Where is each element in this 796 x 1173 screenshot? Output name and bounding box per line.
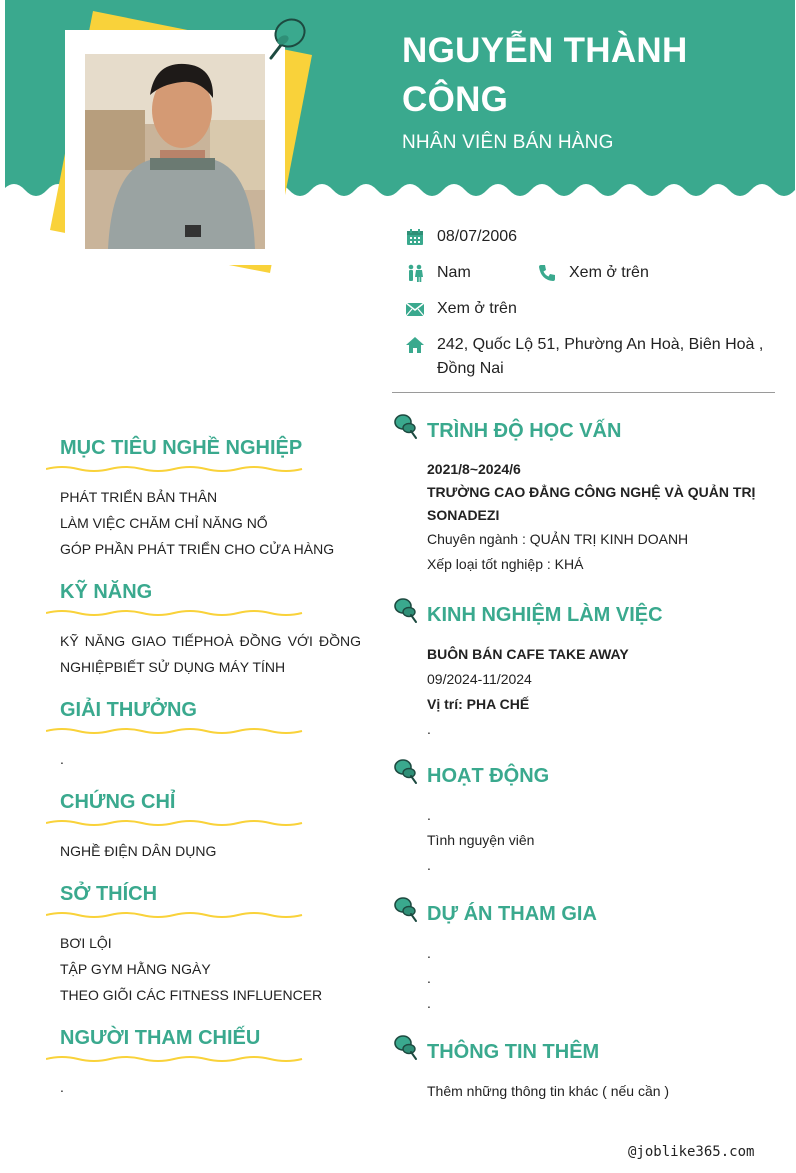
objective-item: GÓP PHẦN PHÁT TRIỂN CHO CỬA HÀNG — [60, 541, 335, 557]
section-hobbies — [46, 880, 361, 1008]
extra-text: Thêm những thông tin khác ( nếu cần ) — [427, 1083, 670, 1099]
activity-item: Tình nguyện viên — [427, 832, 535, 848]
section-certificates — [46, 788, 361, 864]
email-value: Xem ở trên — [437, 300, 517, 317]
hobby-item: TẬP GYM HẰNG NGÀY — [60, 961, 211, 977]
watermark: @joblike365.com — [628, 1144, 755, 1160]
calendar-icon — [405, 227, 425, 247]
skills-title: KỸ NĂNG — [60, 581, 153, 603]
education-title: TRÌNH ĐỘ HỌC VẤN — [427, 420, 622, 442]
wavy-underline — [46, 818, 303, 826]
section-extra — [392, 1037, 775, 1104]
experience-company: BUÔN BÁN CAFE TAKE AWAY — [427, 646, 629, 662]
job-title: NHÂN VIÊN BÁN HÀNG — [402, 132, 614, 153]
pin-icon — [392, 412, 418, 440]
phone-icon — [537, 263, 557, 283]
address-value: 242, Quốc Lộ 51, Phường An Hoà, Biên Hoà , Đồng Nai — [437, 336, 764, 377]
objective-title: MỤC TIÊU NGHỀ NGHIỆP — [60, 437, 303, 459]
references-title: NGƯỜI THAM CHIẾU — [60, 1027, 261, 1049]
wavy-underline — [46, 726, 303, 734]
education-school: TRƯỜNG CAO ĐẲNG CÔNG NGHỆ VÀ QUẢN TRỊ SONADEZI — [427, 484, 756, 523]
home-icon — [405, 335, 425, 355]
awards-title: GIẢI THƯỞNG — [60, 699, 197, 721]
wavy-underline — [46, 464, 303, 472]
section-projects — [392, 899, 775, 1016]
reference-item: . — [60, 1079, 64, 1095]
certificate-item: NGHỀ ĐIỆN DÂN DỤNG — [60, 843, 217, 859]
pin-icon — [392, 1033, 418, 1061]
section-education — [392, 416, 775, 577]
wavy-underline — [46, 608, 303, 616]
experience-title: KINH NGHIỆM LÀM VIỆC — [427, 604, 663, 626]
project-item: . — [427, 995, 431, 1011]
activity-item: . — [427, 857, 431, 873]
phone-value: Xem ở trên — [569, 264, 649, 281]
gender-icon — [405, 263, 425, 283]
extra-title: THÔNG TIN THÊM — [427, 1041, 600, 1063]
activity-item: . — [427, 807, 431, 823]
dob-value: 08/07/2006 — [437, 228, 518, 245]
project-item: . — [427, 945, 431, 961]
wavy-underline — [46, 910, 303, 918]
mail-icon — [405, 299, 425, 319]
hobby-item: BƠI LỘI — [60, 935, 112, 951]
section-experience — [392, 600, 775, 742]
education-period: 2021/8~2024/6 — [427, 461, 521, 477]
activities-title: HOẠT ĐỘNG — [427, 765, 550, 787]
contact-divider — [392, 392, 775, 393]
pin-icon — [392, 596, 418, 624]
projects-title: DỰ ÁN THAM GIA — [427, 903, 597, 925]
contact-email — [405, 297, 517, 321]
contact-dob — [405, 225, 517, 249]
section-awards — [46, 696, 361, 772]
objective-item: LÀM VIỆC CHĂM CHỈ NĂNG NỔ — [60, 515, 268, 531]
education-grade: Xếp loại tốt nghiệp : KHÁ — [427, 556, 584, 572]
section-activities — [392, 761, 775, 878]
candidate-name: NGUYỄN THÀNH CÔNG — [402, 31, 688, 119]
experience-role: Vị trí: PHA CHẾ — [427, 696, 530, 712]
award-item: . — [60, 751, 64, 767]
hobbies-title: SỞ THÍCH — [60, 883, 158, 905]
section-objective — [46, 434, 361, 562]
pin-icon — [392, 895, 418, 923]
education-major: Chuyên ngành : QUẢN TRỊ KINH DOANH — [427, 531, 689, 547]
pin-icon — [392, 757, 418, 785]
wavy-underline — [46, 1054, 303, 1062]
experience-detail: . — [427, 721, 431, 737]
hobby-item: THEO GIÕI CÁC FITNESS INFLUENCER — [60, 987, 323, 1003]
section-skills — [46, 578, 361, 680]
gender-value: Nam — [437, 264, 471, 281]
objective-item: PHÁT TRIỂN BẢN THÂN — [60, 489, 218, 505]
portrait-photo — [85, 54, 265, 249]
contact-address — [405, 333, 765, 381]
skills-text: KỸ NĂNG GIAO TIẾPHOÀ ĐỒNG VỚI ĐỒNG NGHIỆPBIẾT SỬ DỤNG MÁY TÍNH — [60, 633, 361, 675]
experience-period: 09/2024-11/2024 — [427, 671, 532, 687]
project-item: . — [427, 970, 431, 986]
contact-phone — [537, 261, 649, 285]
contact-gender — [405, 261, 471, 285]
section-references — [46, 1024, 361, 1100]
certificates-title: CHỨNG CHỈ — [60, 791, 176, 813]
